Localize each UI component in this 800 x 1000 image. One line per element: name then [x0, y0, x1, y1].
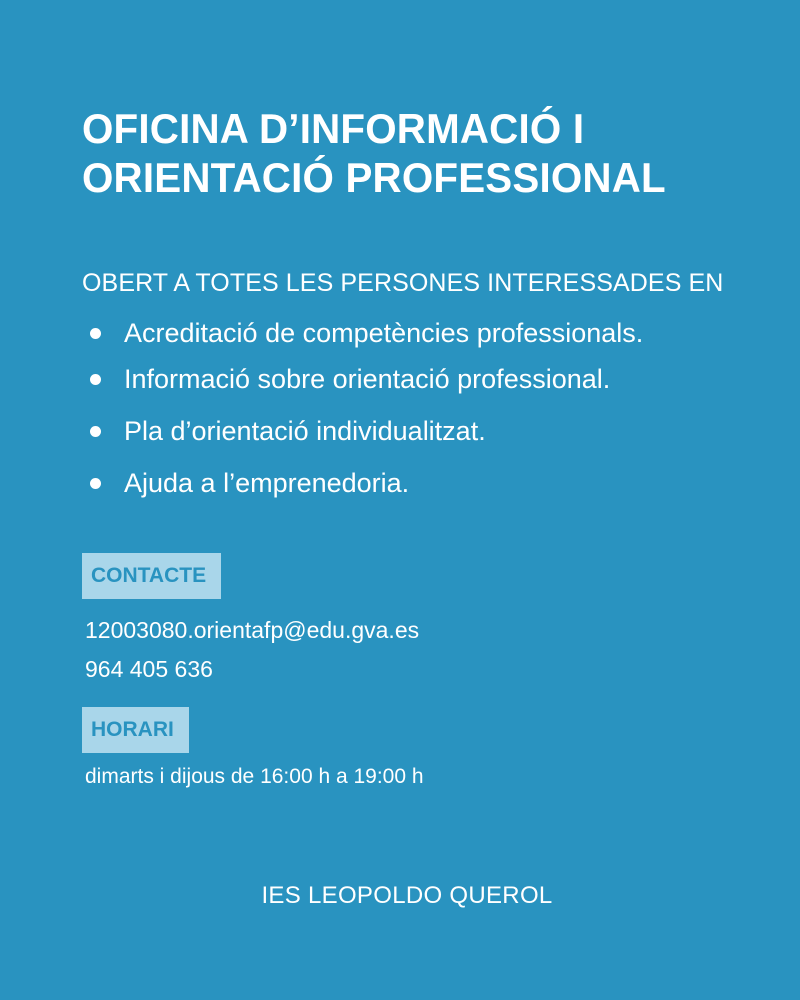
service-label: Pla d’orientació individualitzat. — [124, 416, 486, 446]
intro-text: OBERT A TOTES LES PERSONES INTERESSADES EN — [82, 269, 724, 297]
service-label: Informació sobre orientació professional. — [124, 364, 611, 394]
schedule-heading-badge: HORARI — [82, 707, 189, 753]
list-item — [88, 316, 643, 350]
services-list — [88, 316, 643, 500]
bullet-icon — [90, 426, 101, 437]
bullet-icon — [90, 478, 101, 489]
contact-email: 12003080.orientafp@edu.gva.es — [85, 617, 420, 643]
contact-heading-badge: CONTACTE — [82, 553, 221, 599]
list-item — [88, 414, 643, 448]
list-item — [88, 362, 643, 396]
bullet-icon — [90, 328, 101, 339]
list-item — [88, 466, 643, 500]
bullet-icon — [90, 374, 101, 385]
service-label: Acreditació de competències professionals. — [124, 318, 644, 348]
title-line-1: OFICINA D’INFORMACIÓ I — [82, 105, 585, 152]
schedule-text: dimarts i dijous de 16:00 h a 19:00 h — [85, 765, 424, 788]
service-label: Ajuda a l’emprenedoria. — [124, 468, 410, 498]
page-title — [82, 104, 735, 202]
title-line-2: ORIENTACIÓ PROFESSIONAL — [82, 154, 666, 201]
footer-institution: IES LEOPOLDO QUEROL — [261, 882, 553, 909]
contact-phone: 964 405 636 — [85, 656, 213, 682]
